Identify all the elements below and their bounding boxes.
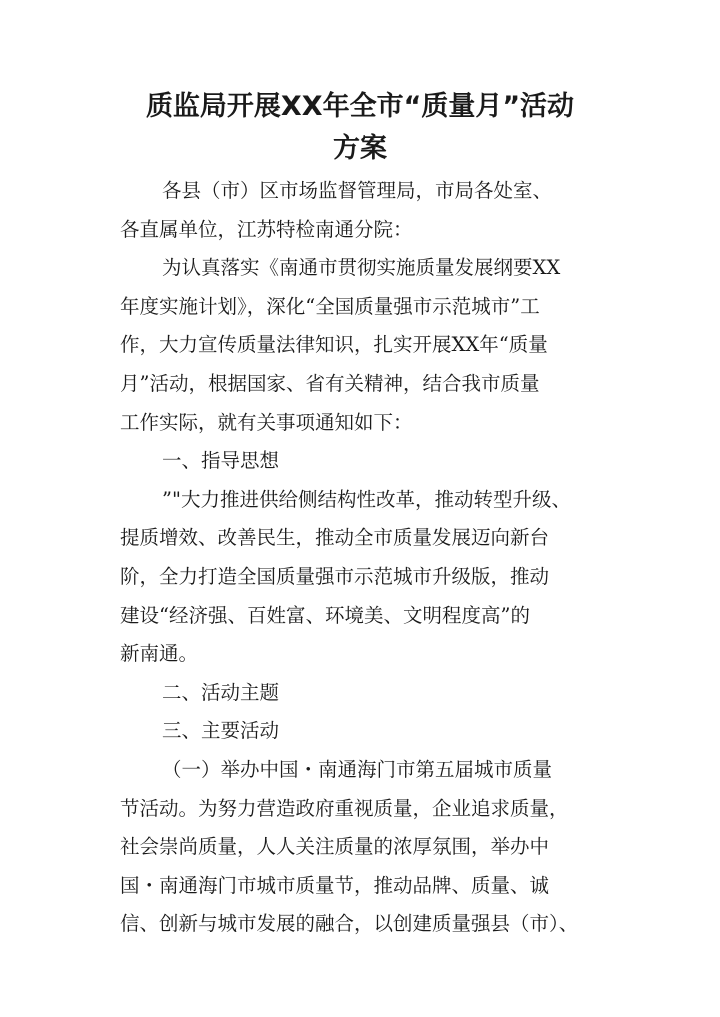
paragraph-line: 国・南通海门市城市质量节，推动品牌、质量、诚: [120, 873, 550, 897]
paragraph-line: 阶，全力打造全国质量强市示范城市升级版，推动: [120, 564, 550, 588]
paragraph-line: 建设“经济强、百姓富、环境美、文明程度高”的: [120, 603, 530, 627]
document-body: [120, 172, 610, 944]
title-line-2: 方案: [333, 133, 387, 164]
paragraph-line: 工作实际，就有关事项通知如下：: [120, 410, 413, 434]
paragraph-line: 节活动。为努力营造政府重视质量，企业追求质量，: [120, 796, 569, 820]
section-heading: 二、活动主题: [162, 680, 280, 704]
paragraph-line: 各直属单位，江苏特检南通分院：: [120, 217, 413, 241]
paragraph-line: 社会崇尚质量，人人关注质量的浓厚氛围，举办中: [120, 835, 550, 859]
paragraph-line: 月”活动，根据国家、省有关精神，结合我市质量: [120, 371, 540, 395]
paragraph-line: 新南通。: [120, 642, 199, 666]
paragraph-line: 信、创新与城市发展的融合，以创建质量强县（市）、: [120, 912, 579, 936]
paragraph-line: 作，大力宣传质量法律知识，扎实开展XX年“质量: [120, 333, 548, 357]
paragraph-line: 年度实施计划》，深化“全国质量强市示范城市”工: [120, 294, 540, 318]
section-heading: 一、指导思想: [162, 449, 280, 473]
paragraph-line: （一）举办中国・南通海门市第五届城市质量: [162, 757, 553, 781]
paragraph-line: 为认真落实《南通市贯彻实施质量发展纲要XX: [162, 256, 561, 280]
paragraph-line: 各县（市）区市场监督管理局，市局各处室、: [162, 179, 553, 202]
section-heading: 三、主要活动: [162, 719, 280, 743]
paragraph-line: ”"大力推进供给侧结构性改革，推动转型升级、: [162, 487, 571, 511]
document-title: [110, 86, 610, 170]
title-line-1: 质监局开展XX年全市“质量月”活动: [145, 91, 575, 122]
paragraph-line: 提质增效、改善民生，推动全市质量发展迈向新台: [120, 526, 550, 550]
